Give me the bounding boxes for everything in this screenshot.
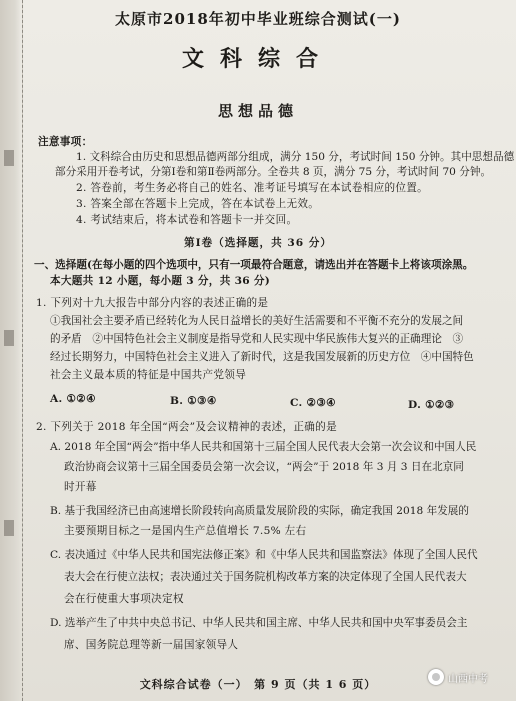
question-body-line: 席、国务院总理等新一届国家领导人 bbox=[64, 639, 239, 651]
question-body-line: D. 选举产生了中共中央总书记、中华人民共和国主席、中华人民共和国中央军事委员会主 bbox=[50, 617, 468, 629]
notice-line: 3. 答案全部在答题卡上完成，答在本试卷上无效。 bbox=[76, 198, 320, 210]
notice-heading: 注意事项： bbox=[38, 136, 93, 148]
question-body-line: 时开幕 bbox=[64, 481, 97, 493]
question-body-line: 的矛盾 ②中国特色社会主义制度是指导党和人民实现中华民族伟大复兴的正确理论 ③ bbox=[50, 333, 464, 345]
page-footer: 文科综合试卷（一） 第 9 页（共 1 6 页） bbox=[139, 678, 377, 691]
binding-mark bbox=[4, 150, 14, 166]
option-b: B. ①③④ bbox=[170, 395, 217, 407]
option-a: A. ①②④ bbox=[50, 393, 96, 405]
watermark-logo-icon bbox=[428, 669, 444, 685]
exam-title: 太原市2018年初中毕业班综合测试(一) bbox=[115, 10, 401, 28]
question-body-line: B. 基于我国经济已由高速增长阶段转向高质量发展阶段的实际，确定我国 2018 年发展的 bbox=[50, 505, 469, 517]
watermark bbox=[428, 667, 488, 687]
notice-line: 2. 答卷前，考生务必将自己的姓名、准考证号填写在本试卷相应的位置。 bbox=[76, 182, 429, 194]
part-title: 第Ⅰ卷（选择题，共 36 分） bbox=[183, 237, 332, 249]
notice-line: 4. 考试结束后，将本试卷和答题卡一并交回。 bbox=[76, 214, 298, 226]
notice-line: 1. 文科综合由历史和思想品德两部分组成，满分 150 分，考试时间 150 分钟。其中思想品德 bbox=[76, 151, 515, 163]
question-body-line: A. 2018 年全国“两会”指中华人民共和国第十三届全国人民代表大会第一次会议和中国人民 bbox=[50, 441, 477, 453]
section-instructions: 一、选择题(在每小题的四个选项中，只有一项最符合题意，请选出并在答题卡上将该项涂黑。 bbox=[34, 259, 474, 271]
question-body-line: 社会主义最本质的特征是中国共产党领导 bbox=[50, 369, 247, 381]
question-body-line: ①我国社会主要矛盾已经转化为人民日益增长的美好生活需要和不平衡不充分的发展之间 bbox=[50, 315, 464, 327]
question-body-line: 主要预期目标之一是国内生产总值增长 7.5% 左右 bbox=[64, 525, 307, 537]
binding-mark bbox=[4, 520, 14, 536]
option-c: C. ②③④ bbox=[290, 397, 336, 409]
subject-title: 文科综合 bbox=[181, 46, 334, 72]
watermark-text: 山西中考 bbox=[448, 673, 488, 685]
question-stem: 1. 下列对十九大报告中部分内容的表述正确的是 bbox=[36, 297, 269, 309]
question-body-line: 政治协商会议第十三届全国委员会第一次会议，“两会”于 2018 年 3 月 3 日在北京同 bbox=[64, 461, 464, 473]
section-title: 思想品德 bbox=[217, 102, 298, 120]
binding-mark bbox=[4, 330, 14, 346]
question-body-line: 经过长期努力，中国特色社会主义进入了新时代，这是我国发展新的历史方位 ④中国特色 bbox=[50, 351, 474, 363]
option-d: D. ①②③ bbox=[408, 399, 455, 411]
question-body-line: C. 表决通过《中华人民共和国宪法修正案》和《中华人民共和国监察法》体现了全国人民代 bbox=[50, 549, 478, 561]
question-body-line: 表大会在行使立法权；表决通过关于国务院机构改革方案的决定体现了全国人民代表大 bbox=[64, 571, 467, 583]
question-stem: 2. 下列关于 2018 年全国“两会”及会议精神的表述，正确的是 bbox=[36, 421, 337, 433]
notice-line: 部分采用开卷考试，分第Ⅰ卷和第Ⅱ卷两部分。全卷共 8 页，满分 75 分，考试时间 70 分钟。 bbox=[55, 166, 492, 178]
section-instructions: 本大题共 12 小题，每小题 3 分，共 36 分) bbox=[50, 275, 271, 287]
question-body-line: 会在行使重大事项决定权 bbox=[64, 593, 184, 605]
